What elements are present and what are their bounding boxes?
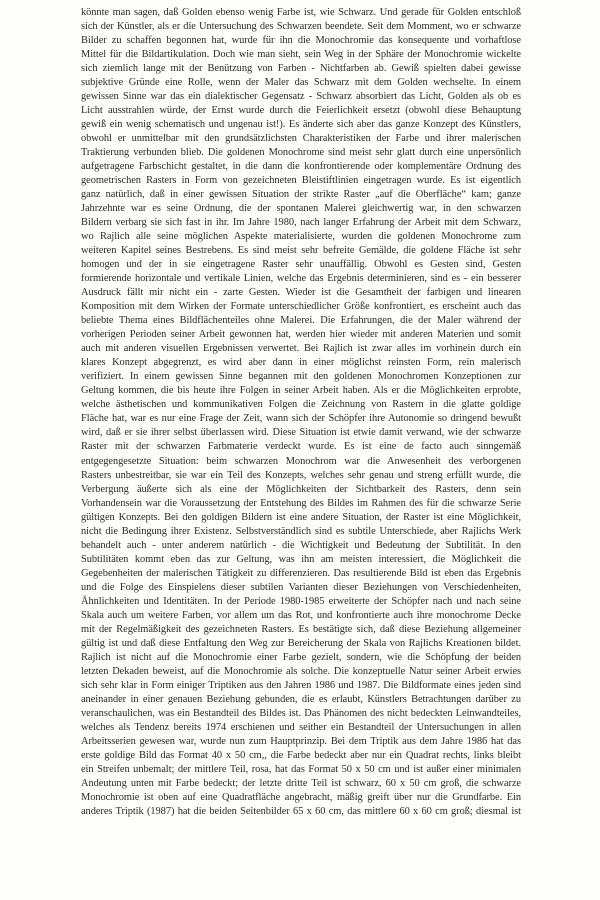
text-line: Vorhandensein war die Voraussetzung der Entstehung des Bildes im Rahmen des für die schwarze Serie	[81, 497, 521, 509]
text-line: mit der Regelmäßigkeit des gezeichneten Rasters. Es bestätigte sich, daß diese Beziehung allgemeiner	[81, 623, 521, 635]
text-line: Licht ausstrahlen würde, der Ernst wurde durch die Feierlichkeit ersetzt (obwohl diese Behauptung	[81, 105, 521, 117]
text-line: Fläche hat, war es nur eine Frage der Zeit, wann sich der Schöpfer ihre Autonomie so dringend bewußt	[81, 413, 521, 425]
text-line: gültig ist und daß diese Entfaltung den Weg zur Bereicherung der Skala von Rajlichs Kreationen bildet.	[81, 637, 521, 649]
text-line: Raster mit der schwarzen Farbmaterie verdeckt wurde. Es ist eine de facto auch sinngemäß	[81, 441, 521, 453]
text-line: verifiziert. In einem gewissen Sinne begannen mit den goldenen Monochromen Konzeptionen zur	[81, 371, 521, 383]
text-line: sich sehr klar in Form einiger Triptiken aus den Jahren 1986 und 1987. Die Bildformate eines jeden sind	[81, 679, 521, 691]
text-line: sich der Künstler, als er die Untersuchung des Schwarzen beendete. Seit dem Momment, wo er schwarze	[81, 21, 521, 33]
text-line: klares Konzept abgegrenzt, es wird aber dann in einer möglichst reinsten Form, rein malerisch	[81, 357, 521, 369]
text-line: geometrischen Rasters in Form von gezeichneten Bleistiftlinien eingetragen wurde. Es ist eigentlich	[81, 175, 521, 187]
text-line: veranschaulichen, was ein Bestandteil des Bildes ist. Das Phänomen des nicht bedeckten Leinwandteiles,	[81, 707, 521, 719]
text-line: vorherigen Perioden seiner Arbeit gewonnen hat, werden hier wieder mit anderen Materien und somit	[81, 329, 521, 341]
text-line: könnte man sagen, daß Golden ebenso wenig Farbe ist, wie Schwarz. Und gerade für Golden entschloß	[81, 7, 521, 18]
text-line: obwohl er unmittelbar mit den grundsätzlichsten Charakteristiken der Farbe und ihrer malerischen	[81, 133, 521, 145]
text-line: Ähnlichkeiten und Identitäten. In der Periode 1980-1985 erweiterte der Schöpfer nach und nach seine	[81, 595, 521, 607]
text-line: gewissen Sinne war das ein dialektischer Gegensatz - Schwarz absorbiert das Licht, Golden als ob es	[81, 91, 521, 103]
text-line: aneinander in einer genauen Beziehung gebunden, die es erlaubt, Künstlers Betrachtungen darüber zu	[81, 693, 521, 705]
text-line: anderes Triptik (1987) hat die beiden Seitenbilder 65 x 60 cm, das mittlere 60 x 60 cm groß; diesmal ist	[81, 805, 521, 817]
text-line: formierende horizontale und vertikale Linien, welche das Ergebnis determinieren, sind es - ein besserer	[81, 273, 521, 285]
text-line: Geltung kommen, die bis heute ihre Folgen in seiner Arbeit haben. Als er die Möglichkeiten erprobte,	[81, 385, 521, 397]
text-line: letzten Dekaden beweist, auf die Monochromie als solche. Die konzeptuelle Natur seiner Arbeit erwies	[81, 665, 521, 677]
text-line: subjektive Gründe eine Rolle, wenn der Maler das Schwarz mit dem Golden wechselte. In einem	[81, 77, 521, 89]
text-line: behandelt auch - unter anderem natürlich - die Wichtigkeit und Bedeutung der Subtilität. In den	[81, 539, 521, 551]
text-line: welches als Tendenz bereits 1974 erschienen und seither ein Bestandteil der Untersuchungen in allen	[81, 721, 521, 733]
text-line: aufgetragene Farbschicht gestaltet, in die dann die konfrontierende oder komplementäre Ordnung des	[81, 161, 521, 173]
text-line: Andeutung unten mit Farbe bedeckt; der letzte dritte Teil ist schwarz, 60 x 50 cm groß, die schwarze	[81, 777, 521, 789]
text-line: sich ziemlich lange mit der Benützung von Farben - Nichtfarben ab. Gewiß spielten dabei gewisse	[81, 63, 521, 75]
text-line: Mittel für die Bildartikulation. Doch wie man sieht, sein Weg in der Sphäre der Monochromie wickelte	[81, 49, 521, 61]
text-line: Traktierung verbunden blieb. Die goldenen Monochrome sind meist sehr glatt durch eine unpersönlich	[81, 147, 521, 159]
text-line: homogen und der in sie eingetragene Raster sehr unauffällig. Obwohl es Gesten sind, Gesten	[81, 259, 521, 271]
text-line: welche ästhetischen und kommunikativen Folgen die Zeichnung von Rastern in die glatte goldige	[81, 399, 521, 411]
text-line: nicht die Bedingung ihrer Existenz. Selbstverständlich sind es subtile Unterschiede, aber Rajlichs Werk	[81, 525, 521, 537]
text-line: Rasters unbestreitbar, sie war ein Teil des Konzepts, welches sehr genau und streng erfüllt wurde, die	[81, 469, 521, 481]
text-line: Ausdruck fällt mir nicht ein - zarte Gesten. Wieder ist die Gesamtheit der farbigen und linearen	[81, 287, 521, 299]
text-line: Gegebenheiten der malerischen Tätigkeit zu differenzieren. Das resultierende Bild ist eben das Ergebnis	[81, 567, 521, 579]
text-line: ein Streifen unbemalt; der mittlere Teil, rosa, hat das Format 50 x 50 cm und ist außer einer minimalen	[81, 763, 521, 775]
text-line: entgegengesetzte Situation: beim schwarzen Monochrom war die Anwesenheit des verborgenen	[81, 455, 521, 467]
text-line: Bildern verbarg sie sich fast in ihr. Im Jahre 1980, nach langer Erfahrung der Arbeit mit dem Schwarz,	[81, 217, 521, 229]
body-text	[81, 6, 521, 819]
text-line: gültigen Konzepts. Bei den goldigen Bildern ist eine andere Situation, der Raster ist eine Möglichkeit,	[81, 511, 521, 523]
text-line: wo Rajlich alle seine möglichen Aspekte materialisierte, wurden die goldenen Monochrome zum	[81, 231, 521, 243]
text-line: Verbergung äußerte sich als eine der Möglichkeiten der Sichtbarkeit des Rasters, denn sein	[81, 483, 521, 495]
text-line: beliebte Thema eines Bildflächenteiles ohne Malerei. Die Erfahrungen, die der Maler während der	[81, 315, 521, 327]
text-line: weiteren Kapitel seines Bestrebens. Es sind meist sehr befreite Gemälde, die goldene Fläche ist sehr	[81, 245, 521, 257]
text-line: erste goldige Bild das Format 40 x 50 cm,, die Farbe bedeckt aber nur ein Quadrat rechts, links bleibt	[81, 749, 521, 761]
text-line: wird, daß er sie ihrer selbst überlassen wird. Diese Situation ist etwie damit verwand, wie der schwarze	[81, 427, 521, 439]
text-line: Komposition mit dem Wirken der Formate unterschiedlicher Größe konfrontiert, es erscheint auch das	[81, 301, 521, 313]
text-line: Subtilitäten kommt eben das zur Geltung, was ihn am meisten interessiert, die Möglichkeit die	[81, 553, 521, 565]
text-line: Jahrzehnte war es seine Ordnung, die der spontanen Malerei gleichwertig war, in den schwarzen	[81, 203, 521, 215]
text-line: Rajlich ist nicht auf die Monochromie einer Farbe gezielt, sondern, wie die Schöpfung der beiden	[81, 651, 521, 663]
text-line: Arbeitsserien gewesen war, wurde nun zum Hauptprinzip. Bei dem Triptik aus dem Jahre 1986 hat das	[81, 735, 521, 747]
text-line: Monochromie ist oben auf eine Quadratfläche angebracht, mäßig greift über nur die Grundfarbe. Ein	[81, 791, 521, 803]
text-line: auch mit anderen visuellen Ergebnissen verwertet. Bei Rajlich ist zwar alles im vorhinein durch ein	[81, 343, 521, 355]
text-line: Skala auch um weitere Farben, vor allem um das Rot, und konfrontierte auch ihre monochrome Decke	[81, 609, 521, 621]
text-line: und die Folge des Einspielens dieser subtilen Varianten dieser Beziehungen von Verschiedenheiten,	[81, 581, 521, 593]
text-line: Bilder zu schaffen begonnen hat, wurde für ihn die Monochromie das konsequente und vorhaftlose	[81, 35, 521, 47]
text-line: gewiß ein wenig schematisch und ungenau ist!). Es änderte sich aber das ganze Konzept des Künstlers,	[81, 119, 521, 131]
text-line: ganz natürlich, daß in einer gewissen Situation der strikte Raster „auf die Oberfläche“ kam; ganze	[81, 189, 521, 201]
